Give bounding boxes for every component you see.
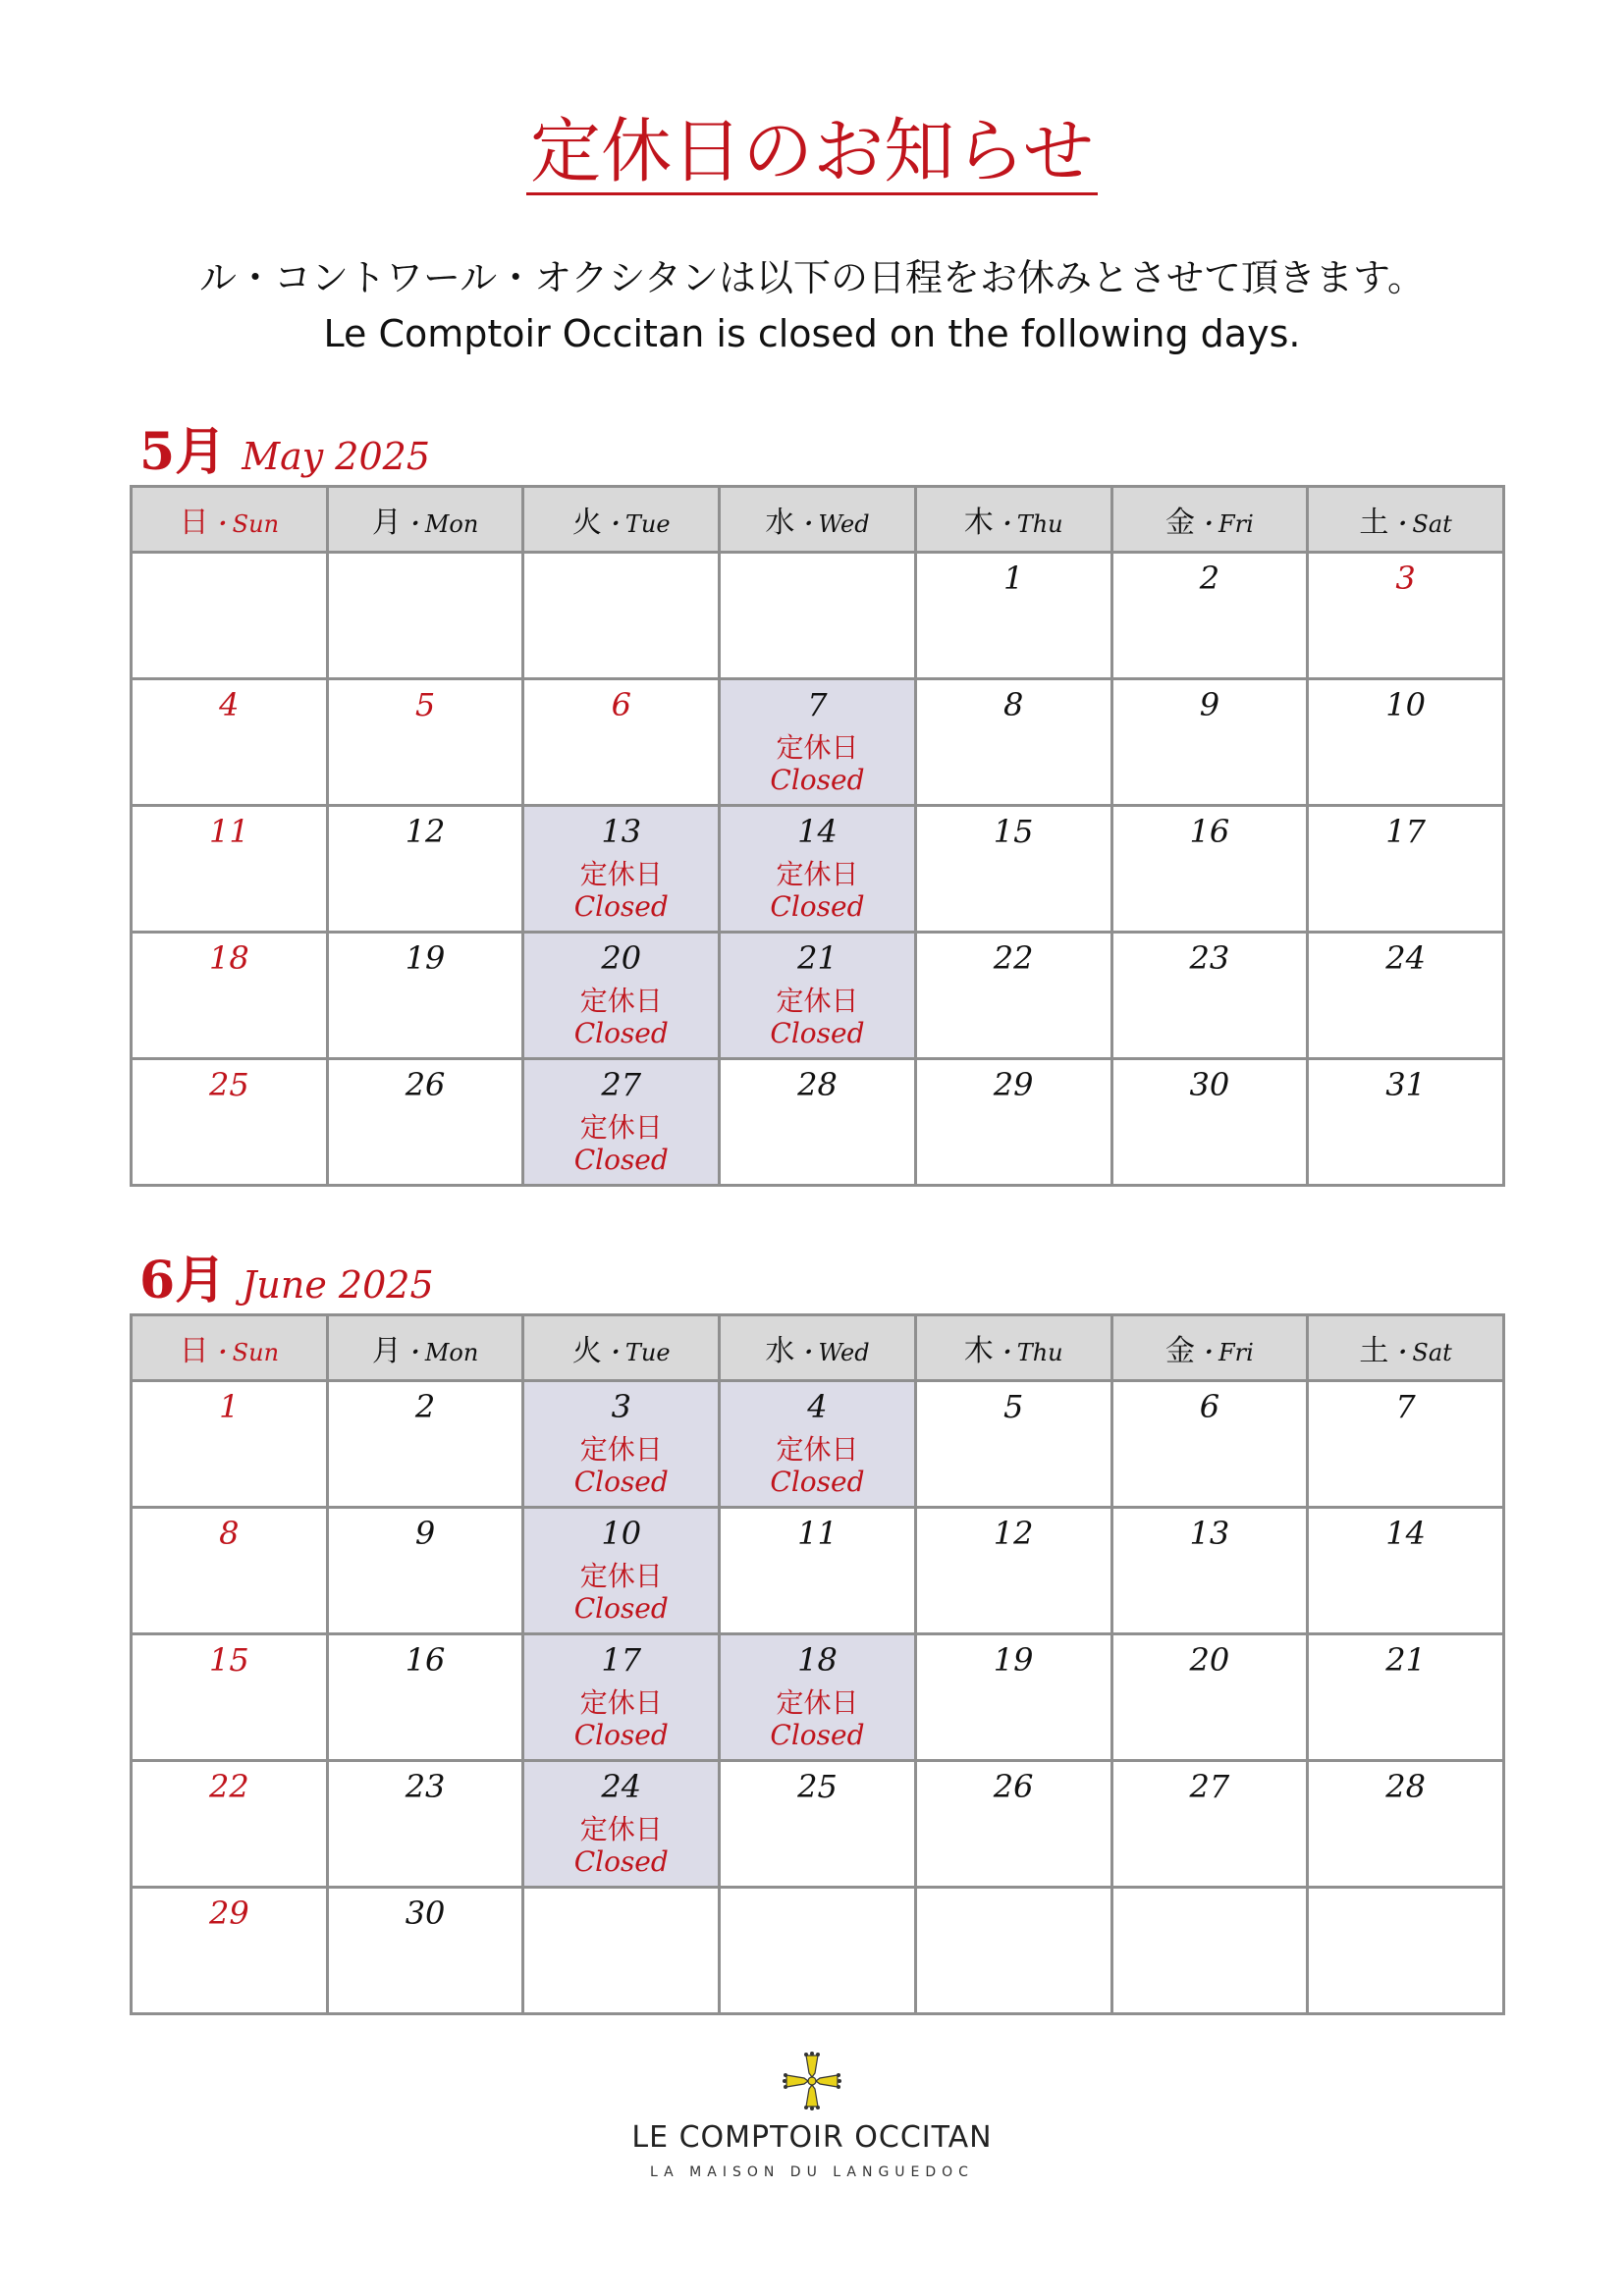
day-number: 10 xyxy=(601,1515,642,1552)
page-title: 定休日のお知らせ xyxy=(0,110,1624,195)
day-number: 11 xyxy=(208,813,249,850)
day-cell xyxy=(1111,806,1308,933)
day-cell xyxy=(132,1381,328,1508)
day-number: 1 xyxy=(1002,560,1024,597)
calendar-week-row xyxy=(132,1761,1504,1888)
weekday-separator: ・ xyxy=(401,1339,425,1366)
weekday-header-sun xyxy=(132,487,328,553)
weekday-header-mon xyxy=(327,1315,523,1381)
day-number: 4 xyxy=(219,686,240,723)
day-number: 12 xyxy=(405,813,446,850)
calendar-week-row xyxy=(132,1381,1504,1508)
occitan-cross-icon xyxy=(783,2052,841,2110)
weekday-header-sun xyxy=(132,1315,328,1381)
empty-day-cell xyxy=(523,1888,720,2014)
closed-day-cell xyxy=(720,806,916,933)
empty-day-cell xyxy=(1308,1888,1504,2014)
day-cell xyxy=(915,1508,1111,1634)
weekday-separator: ・ xyxy=(1388,510,1413,538)
day-number: 19 xyxy=(405,939,446,977)
empty-day-cell xyxy=(720,1888,916,2014)
weekday-header-mon xyxy=(327,487,523,553)
weekday-en: Mon xyxy=(424,510,479,538)
empty-day-cell xyxy=(523,553,720,679)
day-number: 14 xyxy=(1385,1515,1426,1552)
day-cell xyxy=(327,1634,523,1761)
weekday-separator: ・ xyxy=(601,1339,625,1366)
weekday-separator: ・ xyxy=(993,1339,1017,1366)
day-number: 19 xyxy=(993,1641,1034,1679)
day-cell xyxy=(1308,1381,1504,1508)
day-number: 7 xyxy=(807,686,828,723)
subtitle-japanese: ル・コントワール・オクシタンは以下の日程をお休みとさせて頂きます。 xyxy=(199,256,1425,299)
closed-day-cell xyxy=(523,933,720,1059)
day-number: 21 xyxy=(1385,1641,1426,1679)
empty-day-cell xyxy=(327,553,523,679)
weekday-en: Fri xyxy=(1218,1339,1254,1366)
day-cell xyxy=(327,806,523,933)
day-number: 18 xyxy=(797,1641,838,1679)
closed-day-cell xyxy=(720,1381,916,1508)
closed-label-en: Closed xyxy=(573,1016,669,1049)
day-number: 18 xyxy=(208,939,249,977)
weekday-ja: 月 xyxy=(371,506,402,540)
day-cell xyxy=(327,933,523,1059)
closed-label-en: Closed xyxy=(770,1016,865,1049)
weekday-en: Sat xyxy=(1412,1339,1452,1366)
day-cell xyxy=(915,1381,1111,1508)
day-cell xyxy=(1308,1508,1504,1634)
day-number: 25 xyxy=(797,1768,838,1805)
day-cell xyxy=(132,933,328,1059)
weekday-ja: 木 xyxy=(963,506,994,540)
weekday-separator: ・ xyxy=(993,510,1017,538)
day-cell xyxy=(327,1761,523,1888)
weekday-ja: 火 xyxy=(571,506,602,540)
day-number: 3 xyxy=(1395,560,1416,597)
day-number: 15 xyxy=(208,1641,249,1679)
day-cell xyxy=(720,1059,916,1186)
day-cell xyxy=(523,679,720,806)
closed-label-ja: 定休日 xyxy=(579,858,663,890)
closed-day-cell xyxy=(720,679,916,806)
logo-wordmark: LE COMPTOIR OCCITAN xyxy=(631,2120,993,2155)
logo-tagline: LA MAISON DU LANGUEDOC xyxy=(650,2164,974,2180)
day-cell xyxy=(132,1761,328,1888)
day-number: 9 xyxy=(1199,686,1220,723)
day-number: 8 xyxy=(1002,686,1024,723)
day-cell xyxy=(1111,679,1308,806)
month-number: 5月 xyxy=(139,422,227,482)
day-cell xyxy=(132,1059,328,1186)
weekday-en: Fri xyxy=(1218,510,1254,538)
weekday-en: Wed xyxy=(818,510,870,538)
day-cell xyxy=(720,1761,916,1888)
day-number: 6 xyxy=(611,686,631,723)
day-number: 27 xyxy=(601,1066,642,1103)
day-number: 23 xyxy=(405,1768,446,1805)
day-number: 17 xyxy=(601,1641,642,1679)
day-number: 8 xyxy=(219,1515,240,1552)
weekday-header-thu xyxy=(915,1315,1111,1381)
weekday-separator: ・ xyxy=(208,510,233,538)
closed-day-cell xyxy=(523,806,720,933)
day-cell xyxy=(1111,553,1308,679)
calendar-week-row xyxy=(132,679,1504,806)
weekday-header-fri xyxy=(1111,1315,1308,1381)
day-number: 16 xyxy=(1189,813,1230,850)
weekday-ja: 水 xyxy=(765,506,795,540)
weekday-separator: ・ xyxy=(1388,1339,1413,1366)
day-number: 22 xyxy=(208,1768,249,1805)
weekday-en: Thu xyxy=(1016,510,1063,538)
weekday-header-row xyxy=(132,487,1504,553)
weekday-header-wed xyxy=(720,487,916,553)
weekday-header-thu xyxy=(915,487,1111,553)
month-heading-may xyxy=(139,410,430,484)
day-cell xyxy=(915,553,1111,679)
closed-label-en: Closed xyxy=(573,1143,669,1176)
weekday-ja: 金 xyxy=(1164,1334,1195,1368)
day-cell xyxy=(915,1634,1111,1761)
day-number: 21 xyxy=(797,939,838,977)
day-cell xyxy=(1111,933,1308,1059)
day-cell xyxy=(1111,1059,1308,1186)
closed-label-ja: 定休日 xyxy=(579,1560,663,1592)
weekday-header-tue xyxy=(523,1315,720,1381)
day-cell xyxy=(1308,933,1504,1059)
day-number: 28 xyxy=(1385,1768,1426,1805)
month-heading-june xyxy=(139,1239,434,1312)
calendar-week-row xyxy=(132,1634,1504,1761)
weekday-ja: 月 xyxy=(371,1334,402,1368)
day-number: 26 xyxy=(405,1066,446,1103)
day-cell xyxy=(1308,1634,1504,1761)
weekday-header-tue xyxy=(523,487,720,553)
day-cell xyxy=(132,1888,328,2014)
day-cell xyxy=(1308,1059,1504,1186)
day-number: 23 xyxy=(1189,939,1230,977)
calendar-june xyxy=(130,1313,1505,2015)
closed-label-en: Closed xyxy=(770,1718,865,1751)
closed-label-en: Closed xyxy=(573,1718,669,1751)
closed-label-ja: 定休日 xyxy=(579,1813,663,1845)
calendar-week-row xyxy=(132,553,1504,679)
day-number: 4 xyxy=(807,1388,828,1425)
day-cell xyxy=(1308,679,1504,806)
day-number: 1 xyxy=(219,1388,240,1425)
brand-logo xyxy=(0,2052,1624,2180)
day-number: 27 xyxy=(1189,1768,1230,1805)
weekday-header-wed xyxy=(720,1315,916,1381)
weekday-separator: ・ xyxy=(208,1339,233,1366)
weekday-en: Sat xyxy=(1412,510,1452,538)
day-number: 24 xyxy=(1385,939,1426,977)
closed-day-cell xyxy=(523,1761,720,1888)
day-cell xyxy=(720,1508,916,1634)
weekday-ja: 水 xyxy=(765,1334,795,1368)
day-number: 11 xyxy=(797,1515,838,1552)
weekday-separator: ・ xyxy=(601,510,625,538)
day-cell xyxy=(327,1059,523,1186)
day-cell xyxy=(327,1888,523,2014)
weekday-header-sat xyxy=(1308,487,1504,553)
day-number: 28 xyxy=(797,1066,838,1103)
day-number: 5 xyxy=(1002,1388,1024,1425)
closed-label-ja: 定休日 xyxy=(776,731,859,764)
day-cell xyxy=(1111,1508,1308,1634)
day-cell xyxy=(1111,1761,1308,1888)
day-cell xyxy=(915,679,1111,806)
day-cell xyxy=(132,806,328,933)
weekday-header-row xyxy=(132,1315,1504,1381)
day-number: 24 xyxy=(601,1768,642,1805)
closed-label-en: Closed xyxy=(573,1591,669,1625)
empty-day-cell xyxy=(915,1888,1111,2014)
day-number: 31 xyxy=(1385,1066,1426,1103)
closed-label-en: Closed xyxy=(573,1465,669,1498)
closed-label-ja: 定休日 xyxy=(579,1433,663,1466)
day-number: 20 xyxy=(601,939,642,977)
day-number: 20 xyxy=(1189,1641,1230,1679)
day-cell xyxy=(915,933,1111,1059)
closed-day-cell xyxy=(523,1634,720,1761)
empty-day-cell xyxy=(132,553,328,679)
weekday-ja: 土 xyxy=(1359,1334,1389,1368)
weekday-separator: ・ xyxy=(794,1339,819,1366)
weekday-ja: 木 xyxy=(963,1334,994,1368)
day-number: 5 xyxy=(414,686,436,723)
weekday-en: Mon xyxy=(424,1339,479,1366)
month-number: 6月 xyxy=(139,1251,227,1310)
day-cell xyxy=(1308,806,1504,933)
weekday-ja: 土 xyxy=(1359,506,1389,540)
day-number: 17 xyxy=(1385,813,1426,850)
weekday-separator: ・ xyxy=(794,510,819,538)
empty-day-cell xyxy=(720,553,916,679)
empty-day-cell xyxy=(1111,1888,1308,2014)
closed-label-ja: 定休日 xyxy=(776,1686,859,1719)
closed-day-cell xyxy=(720,1634,916,1761)
closed-day-cell xyxy=(523,1381,720,1508)
closed-label-en: Closed xyxy=(770,1465,865,1498)
day-cell xyxy=(1111,1634,1308,1761)
day-cell xyxy=(132,1508,328,1634)
day-number: 6 xyxy=(1199,1388,1220,1425)
weekday-header-fri xyxy=(1111,487,1308,553)
weekday-ja: 金 xyxy=(1164,506,1195,540)
weekday-separator: ・ xyxy=(401,510,425,538)
day-number: 30 xyxy=(1189,1066,1230,1103)
closed-label-en: Closed xyxy=(573,889,669,923)
weekday-en: Tue xyxy=(624,1339,671,1366)
day-cell xyxy=(327,679,523,806)
calendar-week-row xyxy=(132,1508,1504,1634)
calendar-week-row xyxy=(132,1888,1504,2014)
day-number: 30 xyxy=(405,1895,446,1932)
weekday-en: Thu xyxy=(1016,1339,1063,1366)
weekday-ja: 火 xyxy=(571,1334,602,1368)
closed-label-ja: 定休日 xyxy=(776,858,859,890)
day-number: 12 xyxy=(993,1515,1034,1552)
day-number: 16 xyxy=(405,1641,446,1679)
day-number: 25 xyxy=(208,1066,249,1103)
weekday-en: Wed xyxy=(818,1339,870,1366)
day-number: 29 xyxy=(993,1066,1034,1103)
subtitle-english: Le Comptoir Occitan is closed on the following days. xyxy=(323,312,1301,355)
day-cell xyxy=(915,1059,1111,1186)
day-cell xyxy=(1111,1381,1308,1508)
closed-label-en: Closed xyxy=(770,763,865,796)
day-cell xyxy=(1308,553,1504,679)
weekday-en: Tue xyxy=(624,510,671,538)
day-number: 2 xyxy=(414,1388,436,1425)
closed-day-cell xyxy=(523,1059,720,1186)
weekday-ja: 日 xyxy=(179,1334,209,1368)
day-cell xyxy=(327,1508,523,1634)
month-name: May 2025 xyxy=(242,435,431,478)
weekday-separator: ・ xyxy=(1194,510,1218,538)
closed-label-ja: 定休日 xyxy=(579,1111,663,1144)
day-number: 13 xyxy=(601,813,642,850)
calendar-may xyxy=(130,485,1505,1187)
day-number: 29 xyxy=(208,1895,249,1932)
closed-day-cell xyxy=(523,1508,720,1634)
closed-day-cell xyxy=(720,933,916,1059)
day-number: 15 xyxy=(993,813,1034,850)
weekday-en: Sun xyxy=(232,510,280,538)
day-cell xyxy=(327,1381,523,1508)
calendar-week-row xyxy=(132,806,1504,933)
day-number: 2 xyxy=(1199,560,1220,597)
day-number: 14 xyxy=(797,813,838,850)
day-number: 10 xyxy=(1385,686,1426,723)
month-name: June 2025 xyxy=(242,1263,434,1307)
weekday-en: Sun xyxy=(232,1339,280,1366)
day-number: 26 xyxy=(993,1768,1034,1805)
day-number: 13 xyxy=(1189,1515,1230,1552)
day-number: 22 xyxy=(993,939,1034,977)
weekday-header-sat xyxy=(1308,1315,1504,1381)
day-cell xyxy=(132,1634,328,1761)
day-cell xyxy=(132,679,328,806)
day-cell xyxy=(915,806,1111,933)
weekday-separator: ・ xyxy=(1194,1339,1218,1366)
day-number: 7 xyxy=(1395,1388,1416,1425)
closed-label-ja: 定休日 xyxy=(776,1433,859,1466)
day-cell xyxy=(1308,1761,1504,1888)
closed-label-ja: 定休日 xyxy=(776,985,859,1017)
weekday-ja: 日 xyxy=(179,506,209,540)
day-number: 3 xyxy=(611,1388,631,1425)
calendar-week-row xyxy=(132,933,1504,1059)
closed-label-ja: 定休日 xyxy=(579,985,663,1017)
calendar-week-row xyxy=(132,1059,1504,1186)
day-cell xyxy=(915,1761,1111,1888)
closed-label-en: Closed xyxy=(573,1844,669,1878)
closed-label-en: Closed xyxy=(770,889,865,923)
day-number: 9 xyxy=(414,1515,436,1552)
closed-label-ja: 定休日 xyxy=(579,1686,663,1719)
